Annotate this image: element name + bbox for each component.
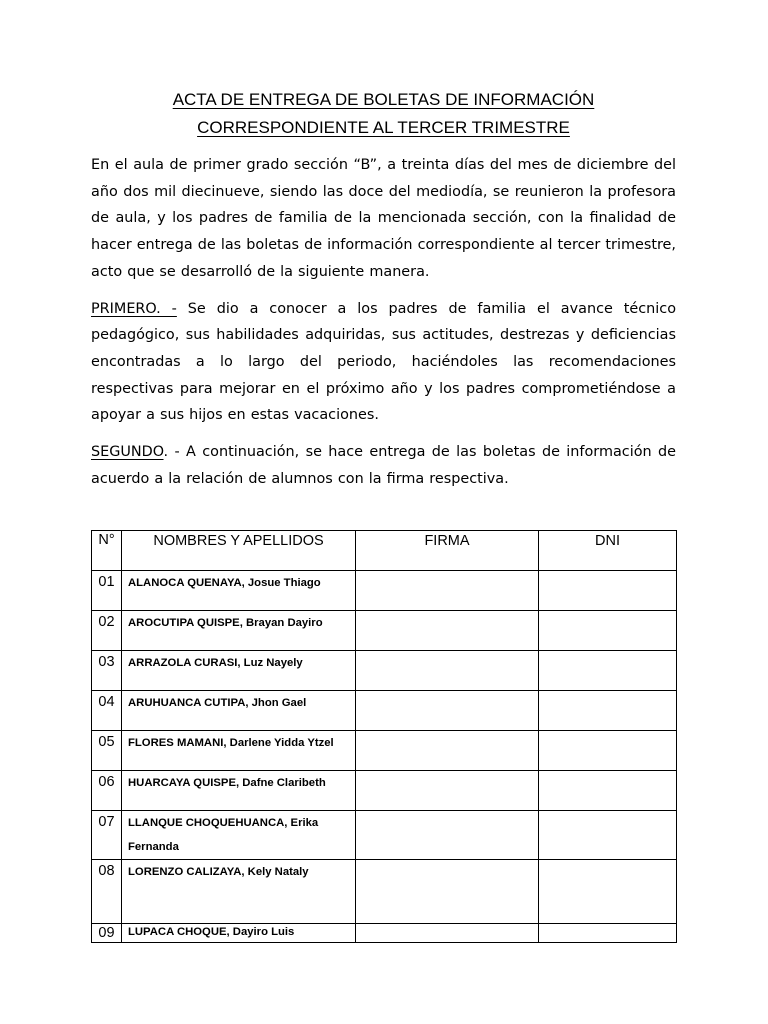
row-number: 05: [92, 731, 122, 771]
table-row: [92, 571, 677, 611]
row-number: 01: [92, 571, 122, 611]
paragraph-intro: En el aula de primer grado sección “B”, a treinta días del mes de diciembre del año dos mil diecinueve, siendo las doce del mediodía, se reunieron la profesora de aula, y los padres de familia de la mencionada sección, con la finalidad de hacer entrega de las boletas de información correspondiente al tercer trimestre, acto que se desarrolló de la siguiente manera.: [91, 157, 676, 280]
signature-cell: [356, 691, 539, 731]
table-row: [92, 771, 677, 811]
row-number: 08: [92, 860, 122, 924]
dni-cell: [539, 924, 677, 943]
student-name: FLORES MAMANI, Darlene Yidda Ytzel: [122, 731, 356, 771]
student-name: LLANQUE CHOQUEHUANCA, Erika Fernanda: [122, 811, 356, 860]
signature-cell: [356, 571, 539, 611]
signature-cell: [356, 611, 539, 651]
signature-cell: [356, 651, 539, 691]
dni-cell: [539, 651, 677, 691]
dni-cell: [539, 611, 677, 651]
table-row: [92, 731, 677, 771]
student-name: ARRAZOLA CURASI, Luz Nayely: [122, 651, 356, 691]
student-name: ARUHUANCA CUTIPA, Jhon Gael: [122, 691, 356, 731]
signature-cell: [356, 811, 539, 860]
header-number: N°: [92, 531, 122, 571]
dni-cell: [539, 811, 677, 860]
table-header-row: [92, 531, 677, 571]
student-name: HUARCAYA QUISPE, Dafne Claribeth: [122, 771, 356, 811]
header-dni: DNI: [539, 531, 677, 571]
dni-cell: [539, 860, 677, 924]
dni-cell: [539, 771, 677, 811]
row-number: 06: [92, 771, 122, 811]
paragraph-segundo-body: . - A continuación, se hace entrega de las boletas de información de acuerdo a la relación de alumnos con la firma respectiva.: [91, 444, 676, 487]
dni-cell: [539, 691, 677, 731]
paragraph-primero-lead: PRIMERO. -: [91, 300, 177, 317]
paragraph-segundo: [91, 439, 676, 492]
document-title-line-2: CORRESPONDIENTE AL TERCER TRIMESTRE: [197, 118, 570, 137]
paragraph-primero: [91, 296, 676, 430]
paragraph-primero-body: Se dio a conocer a los padres de familia el avance técnico pedagógico, sus habilidades adquiridas, sus actitudes, destrezas y deficiencias encontradas a lo largo del periodo, haciéndoles las recomendaciones respectivas para mejorar en el próximo año y los padres comprometiéndose a apoyar a sus hijos en estas vacaciones.: [91, 300, 676, 424]
paragraph-segundo-lead: SEGUNDO: [91, 444, 164, 461]
student-name: AROCUTIPA QUISPE, Brayan Dayiro: [122, 611, 356, 651]
row-number: 03: [92, 651, 122, 691]
document-title-line-1: ACTA DE ENTREGA DE BOLETAS DE INFORMACIÓN: [172, 90, 595, 109]
header-signature: FIRMA: [356, 531, 539, 571]
table-row: [92, 860, 677, 924]
student-name: ALANOCA QUENAYA, Josue Thiago: [122, 571, 356, 611]
signature-cell: [356, 771, 539, 811]
signature-cell: [356, 731, 539, 771]
table-row: [92, 691, 677, 731]
table-row: [92, 651, 677, 691]
dni-cell: [539, 571, 677, 611]
row-number: 07: [92, 811, 122, 860]
dni-cell: [539, 731, 677, 771]
document-body: [91, 86, 676, 492]
signature-cell: [356, 924, 539, 943]
header-names: NOMBRES Y APELLIDOS: [122, 531, 356, 571]
row-number: 09: [92, 924, 122, 943]
table-row: [92, 611, 677, 651]
row-number: 04: [92, 691, 122, 731]
table-row: [92, 924, 677, 943]
student-name: LUPACA CHOQUE, Dayiro Luis: [122, 924, 356, 943]
student-name: LORENZO CALIZAYA, Kely Nataly: [122, 860, 356, 924]
signature-cell: [356, 860, 539, 924]
student-roster-table: [91, 530, 677, 943]
table-row: [92, 811, 677, 860]
row-number: 02: [92, 611, 122, 651]
